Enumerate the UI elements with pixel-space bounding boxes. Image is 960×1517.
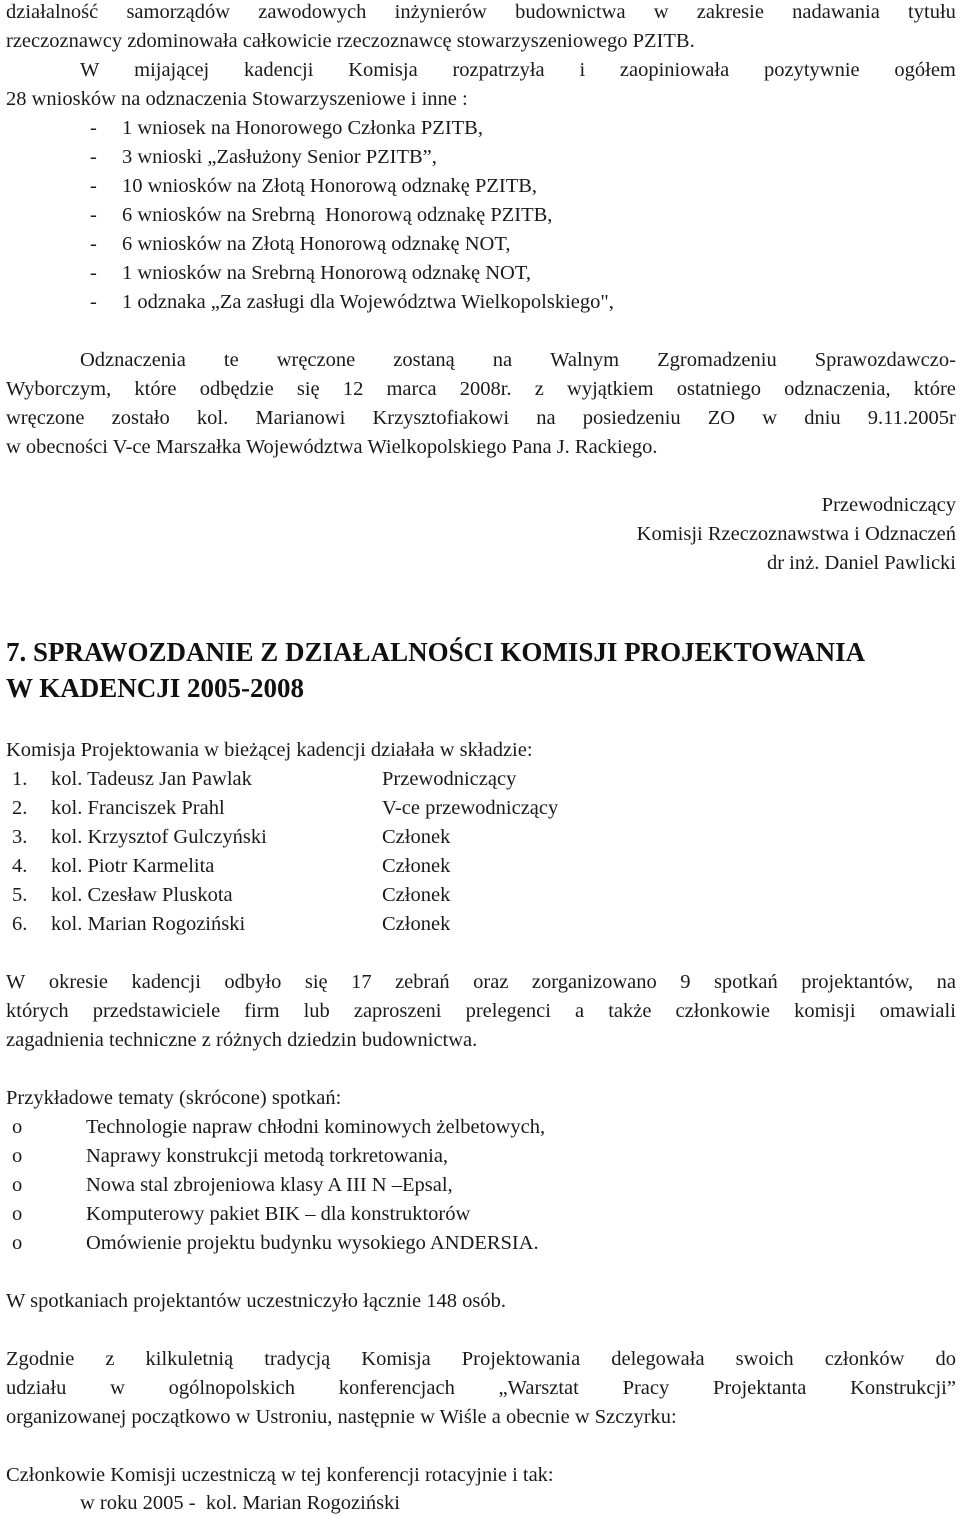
- dash-marker: -: [90, 146, 97, 168]
- list-item: [90, 290, 956, 316]
- bullet-marker: o: [12, 1203, 23, 1225]
- member-role: V-ce przewodniczący: [382, 797, 559, 819]
- member-name: kol. Franciszek Prahl: [51, 797, 225, 819]
- member-number: 4.: [12, 855, 28, 877]
- meetings-line-1: [6, 970, 956, 996]
- member-number: 2.: [12, 797, 28, 819]
- signature-body: Komisji Rzeczoznawstwa i Odznaczeń: [636, 523, 956, 545]
- table-row: [6, 883, 956, 909]
- word: samorządów: [126, 1, 231, 23]
- composition-intro: Komisja Projektowania w bieżącej kadencji działała w składzie:: [6, 739, 533, 761]
- member-number: 3.: [12, 826, 28, 848]
- word: na: [492, 349, 513, 371]
- table-row: [6, 796, 956, 822]
- word: spotkań: [713, 971, 778, 993]
- word: 12: [342, 378, 364, 400]
- word: do: [935, 1348, 956, 1370]
- word: w: [762, 407, 778, 429]
- word: Odznaczenia: [80, 349, 186, 371]
- word: tytułu: [908, 1, 956, 23]
- dash-marker: -: [90, 204, 97, 226]
- word: Komisja: [361, 1348, 431, 1370]
- word: zawodowych: [258, 1, 367, 23]
- word: 17: [351, 971, 372, 993]
- word: i: [579, 59, 586, 81]
- bullet-marker: o: [12, 1145, 23, 1167]
- word: W: [80, 59, 100, 81]
- list-item-text: Nowa stal zbrojeniowa klasy A III N –Epsal,: [86, 1174, 453, 1196]
- list-item-text: Technologie napraw chłodni kominowych żelbetowych,: [86, 1116, 546, 1138]
- table-row: [6, 767, 956, 793]
- list-item: [6, 1115, 956, 1141]
- rotation-intro: Członkowie Komisji uczestniczą w tej konferencji rotacyjnie i tak:: [6, 1464, 554, 1486]
- word: ogółem: [894, 59, 956, 81]
- word: 9.11.2005r: [867, 407, 956, 429]
- word: zebrań: [395, 971, 450, 993]
- member-role: Przewodniczący: [382, 768, 517, 790]
- word: które: [913, 378, 956, 400]
- list-item-text: 6 wniosków na Złotą Honorową odznakę NOT,: [122, 233, 511, 255]
- member-role: Członek: [382, 884, 451, 906]
- table-row: [6, 825, 956, 851]
- word: dniu: [804, 407, 841, 429]
- word: ZO: [707, 407, 736, 429]
- section-subheading: W KADENCJI 2005-2008: [6, 673, 305, 703]
- word: Projektanta: [712, 1377, 807, 1399]
- dash-marker: -: [90, 291, 97, 313]
- word: rozpatrzyła: [452, 59, 545, 81]
- word: z: [105, 1348, 115, 1370]
- ceremony-line-3: [6, 406, 956, 432]
- word: Walnym: [550, 349, 620, 371]
- member-number: 6.: [12, 913, 28, 935]
- word: wręczone: [6, 407, 85, 429]
- word: Konstrukcji”: [850, 1377, 956, 1399]
- word: Sprawozdawczo-: [814, 349, 956, 371]
- dash-marker: -: [90, 262, 97, 284]
- word: Pracy: [622, 1377, 670, 1399]
- list-item: [90, 203, 956, 229]
- word: się: [296, 378, 320, 400]
- word: przedstawiciele: [92, 1000, 221, 1022]
- word: lub: [303, 1000, 330, 1022]
- list-item: [90, 174, 956, 200]
- word: udziału: [6, 1377, 67, 1399]
- list-item: [6, 1231, 956, 1257]
- table-row: [6, 854, 956, 880]
- word: członkowie: [675, 1000, 770, 1022]
- word: działalność: [6, 1, 99, 23]
- member-name: kol. Piotr Karmelita: [51, 855, 215, 877]
- word: zakresie: [696, 1, 764, 23]
- word: kol.: [196, 407, 229, 429]
- word: firm: [244, 1000, 280, 1022]
- word: 9: [680, 971, 691, 993]
- list-item: [90, 261, 956, 287]
- section-title: SPRAWOZDANIE Z DZIAŁALNOŚCI KOMISJI PROJEKTOWANIA: [33, 637, 866, 667]
- word: te: [223, 349, 239, 371]
- meetings-line-2: [6, 999, 956, 1025]
- list-item-text: 1 wniosek na Honorowego Członka PZITB,: [122, 117, 483, 139]
- word: kadencji: [131, 971, 201, 993]
- word: nadawania: [792, 1, 880, 23]
- conference-line-1: [6, 1347, 956, 1373]
- word: posiedzeniu: [582, 407, 681, 429]
- table-row: [6, 912, 956, 938]
- list-item-text: 10 wniosków na Złotą Honorową odznakę PZITB,: [122, 175, 538, 197]
- section-heading: [6, 636, 956, 668]
- word: konferencjach: [338, 1377, 455, 1399]
- word: z: [534, 378, 544, 400]
- word: Zgromadzeniu: [657, 349, 777, 371]
- list-item: [6, 1144, 956, 1170]
- word: ostatniego: [676, 378, 761, 400]
- word: budownictwa: [515, 1, 626, 23]
- list-item: [90, 116, 956, 142]
- attendance-text: W spotkaniach projektantów uczestniczyło łącznie 148 osób.: [6, 1290, 507, 1312]
- word: swoich: [735, 1348, 794, 1370]
- ceremony-line-2: [6, 377, 956, 403]
- word: Wyborczym,: [6, 378, 112, 400]
- word: kilkuletnią: [145, 1348, 234, 1370]
- word: okresie: [48, 971, 109, 993]
- word: odbędzie: [199, 378, 274, 400]
- list-item-text: 6 wniosków na Srebrną Honorową odznakę PZITB,: [122, 204, 553, 226]
- word: w: [653, 1, 669, 23]
- word: marca: [386, 378, 437, 400]
- word: tradycją: [264, 1348, 331, 1370]
- bullet-marker: o: [12, 1232, 23, 1254]
- word: Komisja: [348, 59, 418, 81]
- word: W: [6, 971, 26, 993]
- bullet-marker: o: [12, 1174, 23, 1196]
- bullet-marker: o: [12, 1116, 23, 1138]
- member-number: 5.: [12, 884, 28, 906]
- dash-marker: -: [90, 117, 97, 139]
- member-number: 1.: [12, 768, 28, 790]
- word: zostało: [111, 407, 170, 429]
- word: zaproszeni: [353, 1000, 442, 1022]
- word: Marianowi: [255, 407, 346, 429]
- member-name: kol. Krzysztof Gulczyński: [51, 826, 267, 848]
- word: ogólnopolskich: [168, 1377, 296, 1399]
- word: prelegenci: [465, 1000, 551, 1022]
- list-item-text: 1 odznaka „Za zasługi dla Województwa Wielkopolskiego",: [122, 291, 614, 313]
- signature-role: Przewodniczący: [821, 494, 956, 516]
- word: odznaczenia,: [784, 378, 891, 400]
- word: członków: [824, 1348, 905, 1370]
- member-name: kol. Marian Rogoziński: [51, 913, 246, 935]
- member-name: kol. Czesław Pluskota: [51, 884, 233, 906]
- word: projektantów,: [801, 971, 914, 993]
- word: omawiali: [879, 1000, 956, 1022]
- member-name: kol. Tadeusz Jan Pawlak: [51, 768, 252, 790]
- member-role: Członek: [382, 826, 451, 848]
- list-item: [6, 1202, 956, 1228]
- intro-line-4: 28 wniosków na odznaczenia Stowarzyszeniowe i inne :: [6, 88, 468, 110]
- meetings-line-3: zagadnienia techniczne z różnych dziedzin budownictwa.: [6, 1029, 478, 1051]
- list-item: [90, 232, 956, 258]
- list-item: [90, 145, 956, 171]
- word: Zgodnie: [6, 1348, 75, 1370]
- word: wręczone: [276, 349, 356, 371]
- word: się: [304, 971, 328, 993]
- word: a: [575, 1000, 585, 1022]
- dash-marker: -: [90, 233, 97, 255]
- rotation-first-entry: w roku 2005 - kol. Marian Rogoziński: [80, 1492, 400, 1514]
- word: „Warsztat: [498, 1377, 579, 1399]
- intro-line-2: rzeczoznawcy zdominowała całkowicie rzeczoznawcę stowarzyszeniowego PZITB.: [6, 30, 695, 52]
- list-item-text: Komputerowy pakiet BIK – dla konstruktorów: [86, 1203, 471, 1225]
- word: zaopiniowała: [619, 59, 730, 81]
- word: pozytywnie: [763, 59, 860, 81]
- word: inżynierów: [394, 1, 487, 23]
- word: których: [6, 1000, 69, 1022]
- word: 2008r.: [459, 378, 512, 400]
- word: zorganizowano: [531, 971, 657, 993]
- word: na: [536, 407, 556, 429]
- word: delegowała: [611, 1348, 705, 1370]
- member-role: Członek: [382, 913, 451, 935]
- word: które: [134, 378, 177, 400]
- intro-line-1: [6, 0, 956, 26]
- word: w: [110, 1377, 125, 1399]
- word: zostaną: [393, 349, 455, 371]
- word: Krzysztofiakowi: [372, 407, 510, 429]
- list-item-text: 3 wnioski „Zasłużony Senior PZITB”,: [122, 146, 437, 168]
- word: mijającej: [134, 59, 210, 81]
- word: odbyło: [224, 971, 282, 993]
- topics-intro: Przykładowe tematy (skrócone) spotkań:: [6, 1087, 342, 1109]
- conference-line-3: organizowanej początkowo w Ustroniu, następnie w Wiśle a obecnie w Szczyrku:: [6, 1406, 677, 1428]
- ceremony-line-4: w obecności V-ce Marszałka Województwa Wielkopolskiego Pana J. Rackiego.: [6, 436, 658, 458]
- conference-line-2: [6, 1376, 956, 1402]
- dash-marker: -: [90, 175, 97, 197]
- word: komisji: [794, 1000, 856, 1022]
- intro-line-3: [80, 58, 956, 84]
- signature-name: dr inż. Daniel Pawlicki: [766, 552, 956, 574]
- word: oraz: [473, 971, 509, 993]
- list-item: [6, 1173, 956, 1199]
- list-item-text: 1 wniosków na Srebrną Honorową odznakę NOT,: [122, 262, 531, 284]
- section-number: 7.: [6, 637, 27, 667]
- word: także: [608, 1000, 652, 1022]
- ceremony-line-1: [80, 348, 956, 374]
- word: Projektowania: [461, 1348, 581, 1370]
- word: wyjątkiem: [567, 378, 654, 400]
- list-item-text: Omówienie projektu budynku wysokiego ANDERSIA.: [86, 1232, 539, 1254]
- word: kadencji: [244, 59, 314, 81]
- word: na: [936, 971, 956, 993]
- list-item-text: Naprawy konstrukcji metodą torkretowania,: [86, 1145, 449, 1167]
- member-role: Członek: [382, 855, 451, 877]
